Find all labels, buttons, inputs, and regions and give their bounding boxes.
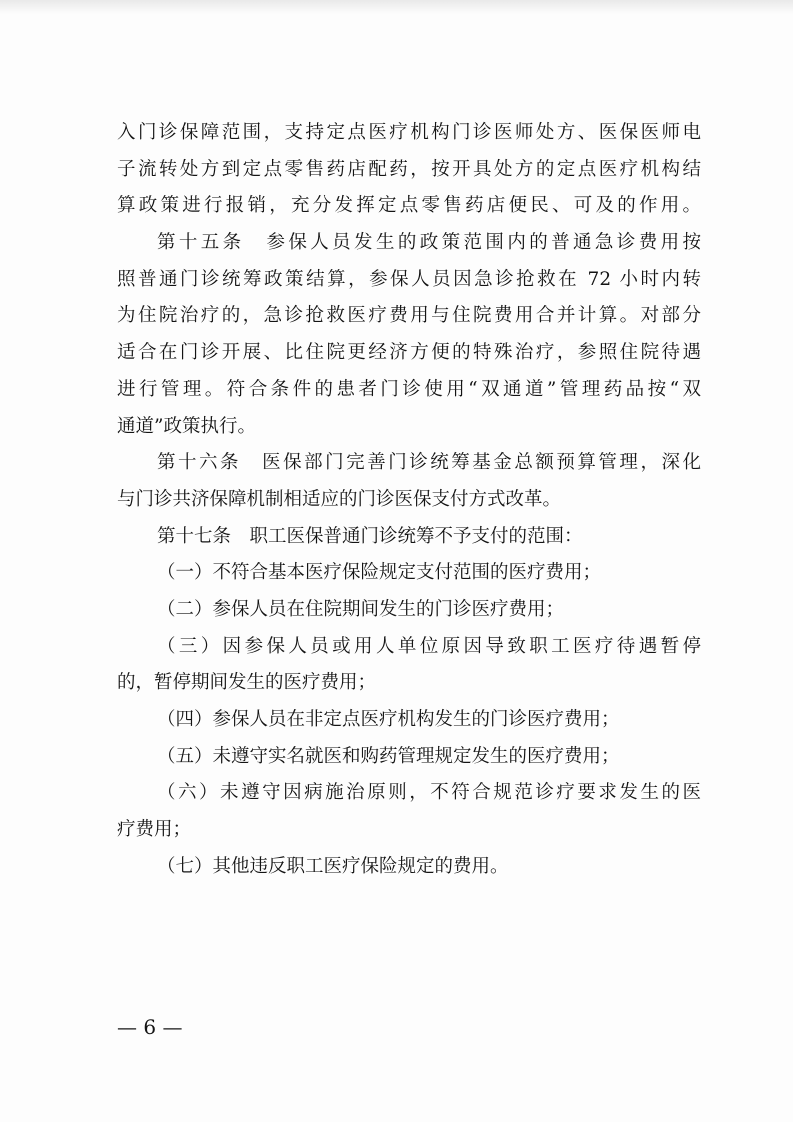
article-16-heading-line: 第十六条 医保部门完善门诊统筹基金总额预算管理，深化 bbox=[157, 452, 701, 474]
text-line: 通道”政策执行。 bbox=[117, 415, 256, 437]
list-item-2: （二）参保人员在住院期间发生的门诊医疗费用； bbox=[157, 598, 565, 620]
text-line: 照普通门诊统筹政策结算，参保人员因急诊抢救在 72 小时内转 bbox=[117, 268, 701, 290]
text-line: 入门诊保障范围，支持定点医疗机构门诊医师处方、医保医师电 bbox=[117, 122, 701, 143]
list-item-1: （一）不符合基本医疗保险规定支付范围的医疗费用； bbox=[157, 562, 602, 584]
scan-edge-shadow bbox=[0, 0, 793, 14]
text-line: 为住院治疗的，急诊抢救医疗费用与住院费用合并计算。对部分 bbox=[117, 305, 701, 327]
body-text bbox=[117, 115, 701, 885]
text-line: 进行管理。符合条件的患者门诊使用“双通道”管理药品按“双 bbox=[117, 378, 701, 400]
text-line: 与门诊共济保障机制相适应的门诊医保支付方式改革。 bbox=[117, 488, 562, 510]
text-line: 算政策进行报销，充分发挥定点零售药店便民、可及的作用。 bbox=[117, 195, 701, 217]
text-line: 子流转处方到定点零售药店配药，按开具处方的定点医疗机构结 bbox=[117, 158, 701, 180]
list-item-7: （七）其他违反职工医疗保险规定的费用。 bbox=[157, 855, 509, 877]
page-number: — 6 — bbox=[117, 1015, 183, 1039]
list-item-4: （四）参保人员在非定点医疗机构发生的门诊医疗费用； bbox=[157, 709, 620, 730]
list-item-5: （五）未遵守实名就医和购药管理规定发生的医疗费用； bbox=[157, 745, 620, 767]
article-17-heading-line: 第十七条 职工医保普通门诊统筹不予支付的范围： bbox=[157, 525, 583, 547]
article-15-heading-line: 第十五条 参保人员发生的政策范围内的普通急诊费用按 bbox=[157, 232, 701, 254]
list-item-3: （三）因参保人员或用人单位原因导致职工医疗待遇暂停 bbox=[157, 635, 701, 657]
list-item-6: （六）未遵守因病施治原则，不符合规范诊疗要求发生的医 bbox=[157, 782, 701, 804]
list-item-3-continued: 的，暂停期间发生的医疗费用； bbox=[117, 672, 377, 694]
text-line: 适合在门诊开展、比住院更经济方便的特殊治疗，参照住院待遇 bbox=[117, 342, 701, 364]
list-item-6-continued: 疗费用； bbox=[117, 819, 192, 841]
